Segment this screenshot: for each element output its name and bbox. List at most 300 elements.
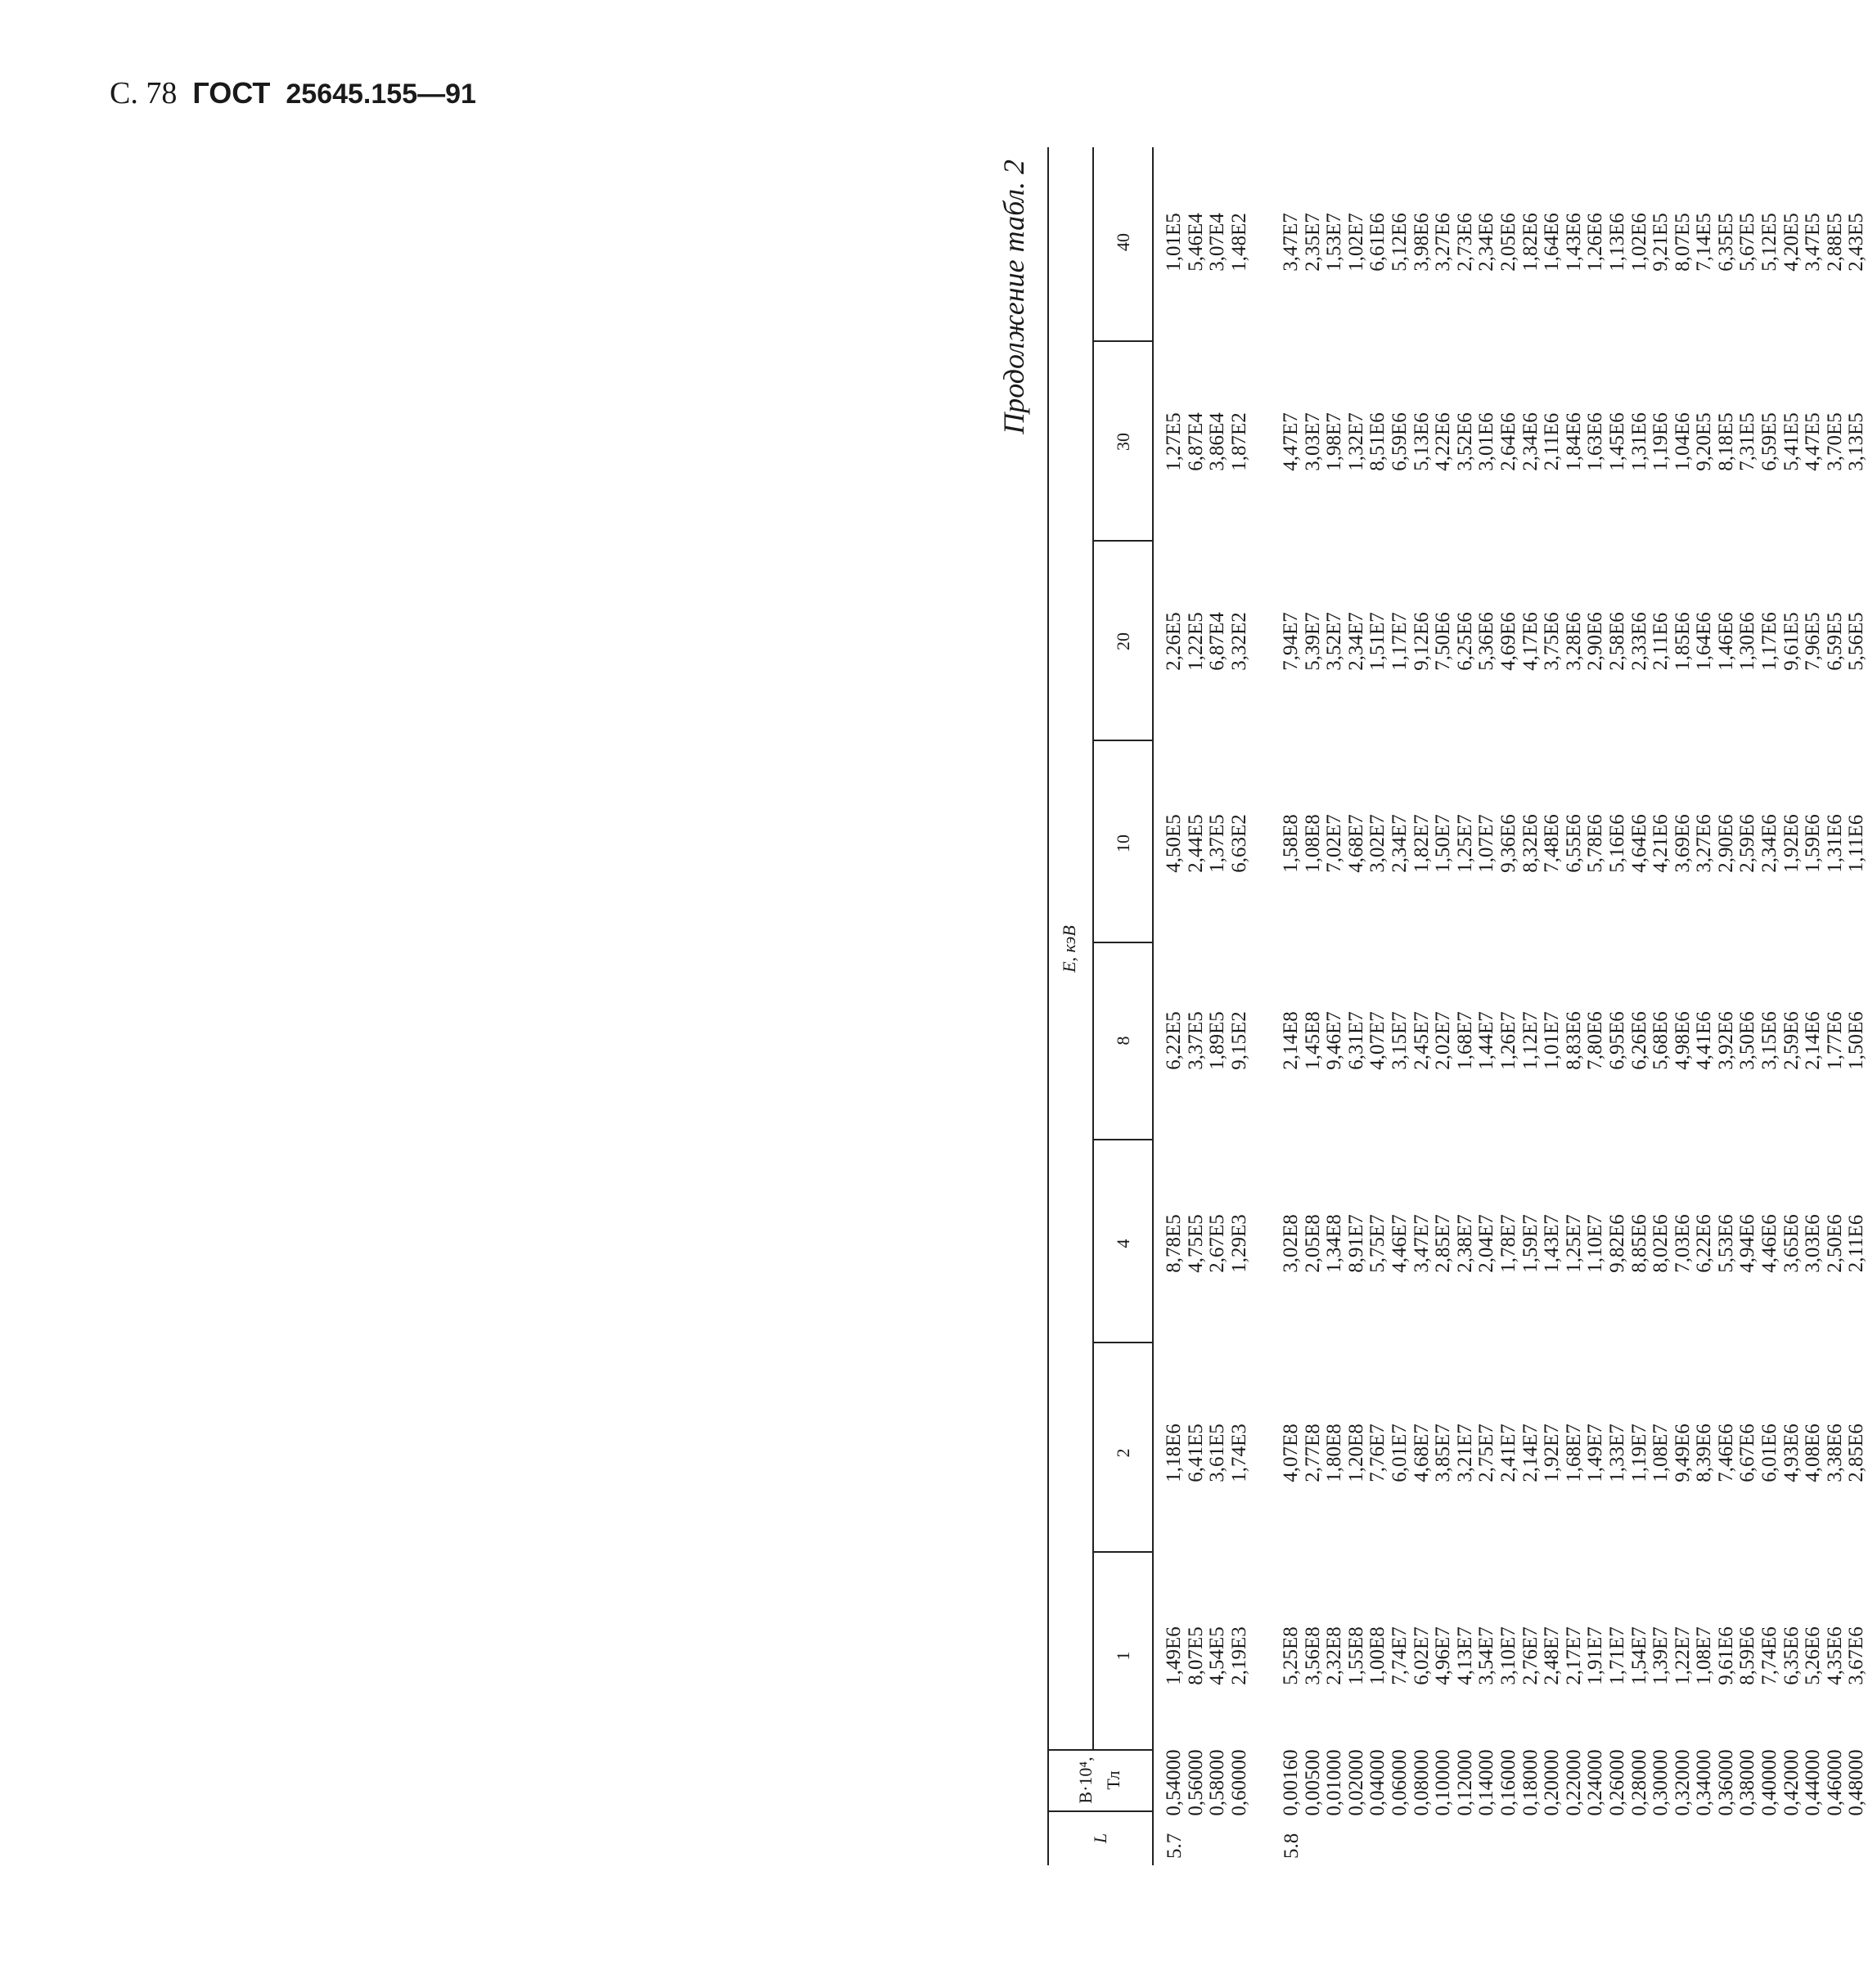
data-cell: 2,05E6 bbox=[1497, 213, 1519, 272]
data-cell: 2,34E6 bbox=[1519, 412, 1542, 471]
data-cell: 1,53E7 bbox=[1323, 213, 1346, 272]
data-cell: 9,20E5 bbox=[1693, 412, 1716, 471]
running-head bbox=[110, 75, 476, 111]
data-cell: 4,47E7 bbox=[1280, 412, 1302, 471]
data-cell: 9,21E5 bbox=[1650, 213, 1672, 272]
data-cell: 1,25E7 bbox=[1453, 814, 1476, 873]
data-cell: 7,50E6 bbox=[1432, 612, 1455, 671]
data-cell: 5,41E5 bbox=[1780, 412, 1803, 471]
data-cell: 3,98E6 bbox=[1410, 213, 1433, 272]
data-cell: 2,58E6 bbox=[1605, 612, 1628, 671]
B-value: 0,40000 bbox=[1758, 1749, 1781, 1816]
data-column bbox=[1164, 1561, 1250, 1751]
data-cell: 2,77E8 bbox=[1301, 1424, 1324, 1482]
data-cell: 1,92E7 bbox=[1541, 1424, 1564, 1482]
data-cell: 3,67E6 bbox=[1845, 1626, 1868, 1685]
column-divider bbox=[1092, 942, 1154, 943]
data-cell: 2,59E6 bbox=[1736, 814, 1759, 873]
data-cell: 3,86E4 bbox=[1206, 412, 1229, 471]
data-cell: 3,27E6 bbox=[1432, 213, 1455, 272]
data-cell: 1,58E8 bbox=[1280, 814, 1302, 873]
data-cell: 1,48E2 bbox=[1227, 213, 1250, 272]
data-cell: 8,39E6 bbox=[1693, 1424, 1716, 1482]
data-cell: 5,56E5 bbox=[1845, 612, 1868, 671]
data-cell: 1,26E7 bbox=[1497, 1011, 1519, 1070]
data-cell: 4,41E6 bbox=[1693, 1011, 1716, 1070]
data-cell: 2,33E6 bbox=[1627, 612, 1650, 671]
data-cell: 1,45E8 bbox=[1301, 1011, 1324, 1070]
data-cell: 3,47E5 bbox=[1802, 213, 1825, 272]
data-column bbox=[1164, 147, 1250, 337]
data-cell: 1,71E7 bbox=[1605, 1626, 1628, 1685]
data-cell: 6,41E5 bbox=[1184, 1424, 1207, 1482]
data-cell: 3,21E7 bbox=[1453, 1424, 1476, 1482]
data-cell: 4,93E6 bbox=[1780, 1424, 1803, 1482]
data-cell: 6,59E5 bbox=[1758, 412, 1781, 471]
data-cell: 3,47E7 bbox=[1280, 213, 1302, 272]
data-cell: 5,75E7 bbox=[1366, 1214, 1389, 1273]
data-cell: 4,50E5 bbox=[1163, 814, 1185, 873]
data-cell: 5,12E5 bbox=[1758, 213, 1781, 272]
B-value: 0,14000 bbox=[1475, 1749, 1498, 1816]
data-cell: 1,13E6 bbox=[1605, 213, 1628, 272]
data-column bbox=[1281, 749, 1868, 938]
data-cell: 8,07E5 bbox=[1184, 1626, 1207, 1685]
data-cell: 1,82E7 bbox=[1410, 814, 1433, 873]
data-cell: 2,26E5 bbox=[1163, 612, 1185, 671]
header-energy-10: 10 bbox=[1113, 834, 1133, 852]
B-value: 0,18000 bbox=[1519, 1749, 1542, 1816]
data-cell: 2,44E5 bbox=[1184, 814, 1207, 873]
rotated-table-page bbox=[990, 147, 1868, 1865]
data-cell: 2,11E6 bbox=[1541, 412, 1564, 471]
data-cell: 3,52E6 bbox=[1453, 412, 1476, 471]
data-cell: 1,55E8 bbox=[1344, 1626, 1367, 1685]
data-cell: 2,75E7 bbox=[1475, 1424, 1498, 1482]
data-cell: 3,54E7 bbox=[1475, 1626, 1498, 1685]
data-cell: 4,46E7 bbox=[1388, 1214, 1411, 1273]
data-cell: 1,50E6 bbox=[1845, 1011, 1868, 1070]
B-value: 0,10000 bbox=[1432, 1749, 1455, 1816]
group-L-value: 5.7 bbox=[1164, 1833, 1186, 1859]
data-cell: 8,91E7 bbox=[1344, 1214, 1367, 1273]
B-value: 0,00160 bbox=[1280, 1749, 1302, 1816]
standard-label: ГОСТ bbox=[192, 76, 271, 110]
data-cell: 2,34E6 bbox=[1758, 814, 1781, 873]
data-cell: 5,16E6 bbox=[1605, 814, 1628, 873]
data-cell: 2,32E8 bbox=[1323, 1626, 1346, 1685]
B-value: 0,32000 bbox=[1671, 1749, 1694, 1816]
column-divider bbox=[1092, 340, 1154, 342]
data-cell: 6,67E6 bbox=[1736, 1424, 1759, 1482]
data-cell: 1,34E8 bbox=[1323, 1214, 1346, 1273]
data-column bbox=[1164, 1149, 1250, 1338]
data-cell: 1,10E7 bbox=[1584, 1214, 1607, 1273]
data-cell: 9,36E6 bbox=[1497, 814, 1519, 873]
data-cell: 8,78E5 bbox=[1163, 1214, 1185, 1273]
data-cell: 4,08E6 bbox=[1802, 1424, 1825, 1482]
data-cell: 1,64E6 bbox=[1541, 213, 1564, 272]
data-cell: 1,01E7 bbox=[1541, 1011, 1564, 1070]
header-bottom-rule bbox=[1152, 147, 1154, 1865]
data-cell: 7,94E7 bbox=[1280, 612, 1302, 671]
data-cell: 1,77E6 bbox=[1823, 1011, 1846, 1070]
data-cell: 1,68E7 bbox=[1453, 1011, 1476, 1070]
data-cell: 2,34E7 bbox=[1344, 612, 1367, 671]
data-cell: 1,02E6 bbox=[1627, 213, 1650, 272]
data-cell: 6,26E6 bbox=[1627, 1011, 1650, 1070]
data-cell: 1,30E6 bbox=[1736, 612, 1759, 671]
B-value: 0,34000 bbox=[1693, 1749, 1716, 1816]
data-column bbox=[1281, 946, 1868, 1136]
data-cell: 2,88E5 bbox=[1823, 213, 1846, 272]
data-cell: 3,69E6 bbox=[1671, 814, 1694, 873]
data-cell: 5,12E6 bbox=[1388, 213, 1411, 272]
data-cell: 1,45E6 bbox=[1605, 412, 1628, 471]
B-value: 0,26000 bbox=[1605, 1749, 1628, 1816]
data-cell: 3,02E8 bbox=[1280, 1214, 1302, 1273]
data-cell: 6,31E7 bbox=[1344, 1011, 1367, 1070]
data-cell: 1,84E6 bbox=[1562, 412, 1585, 471]
data-cell: 1,19E6 bbox=[1650, 412, 1672, 471]
header-energy-30: 30 bbox=[1113, 433, 1133, 451]
B-value: 0,01000 bbox=[1323, 1749, 1346, 1816]
data-cell: 1,92E6 bbox=[1780, 814, 1803, 873]
data-cell: 1,59E7 bbox=[1519, 1214, 1542, 1273]
data-cell: 9,12E6 bbox=[1410, 612, 1433, 671]
data-cell: 7,74E7 bbox=[1388, 1626, 1411, 1685]
data-cell: 3,52E7 bbox=[1323, 612, 1346, 671]
data-cell: 6,22E6 bbox=[1693, 1214, 1716, 1273]
data-cell: 2,34E6 bbox=[1475, 213, 1498, 272]
data-cell: 3,02E7 bbox=[1366, 814, 1389, 873]
data-cell: 7,02E7 bbox=[1323, 814, 1346, 873]
data-column bbox=[1164, 347, 1250, 537]
data-cell: 1,43E7 bbox=[1541, 1214, 1564, 1273]
data-cell: 6,55E6 bbox=[1562, 814, 1585, 873]
data-cell: 3,50E6 bbox=[1736, 1011, 1759, 1070]
data-cell: 2,38E7 bbox=[1453, 1214, 1476, 1273]
data-cell: 1,43E6 bbox=[1562, 213, 1585, 272]
data-cell: 1,00E8 bbox=[1366, 1626, 1389, 1685]
data-column bbox=[1281, 347, 1868, 537]
data-cell: 5,78E6 bbox=[1584, 814, 1607, 873]
data-cell: 5,67E5 bbox=[1736, 213, 1759, 272]
data-cell: 3,37E5 bbox=[1184, 1011, 1207, 1070]
data-cell: 1,59E6 bbox=[1802, 814, 1825, 873]
data-cell: 1,22E7 bbox=[1671, 1626, 1694, 1685]
data-cell: 1,02E7 bbox=[1344, 213, 1367, 272]
header-energy-2: 2 bbox=[1113, 1448, 1133, 1458]
data-cell: 3,47E7 bbox=[1410, 1214, 1433, 1273]
data-cell: 7,96E5 bbox=[1802, 612, 1825, 671]
data-cell: 2,35E7 bbox=[1301, 213, 1324, 272]
data-cell: 8,51E6 bbox=[1366, 412, 1389, 471]
data-cell: 3,75E6 bbox=[1541, 612, 1564, 671]
data-cell: 2,19E3 bbox=[1227, 1626, 1250, 1685]
data-cell: 1,25E7 bbox=[1562, 1214, 1585, 1273]
data-cell: 1,64E6 bbox=[1693, 612, 1716, 671]
data-cell: 2,50E6 bbox=[1823, 1214, 1846, 1273]
data-cell: 6,87E4 bbox=[1184, 412, 1207, 471]
data-cell: 2,14E7 bbox=[1519, 1424, 1542, 1482]
data-cell: 3,10E7 bbox=[1497, 1626, 1519, 1685]
data-cell: 3,28E6 bbox=[1562, 612, 1585, 671]
data-cell: 4,17E6 bbox=[1519, 612, 1542, 671]
column-divider bbox=[1092, 1342, 1154, 1343]
data-cell: 1,08E8 bbox=[1301, 814, 1324, 873]
data-cell: 6,95E6 bbox=[1605, 1011, 1628, 1070]
data-cell: 1,26E6 bbox=[1584, 213, 1607, 272]
data-cell: 1,29E3 bbox=[1227, 1214, 1250, 1273]
data-cell: 3,61E5 bbox=[1206, 1424, 1229, 1482]
data-cell: 2,11E6 bbox=[1650, 612, 1672, 671]
data-cell: 3,07E4 bbox=[1206, 213, 1229, 272]
data-cell: 1,12E7 bbox=[1519, 1011, 1542, 1070]
data-cell: 3,70E5 bbox=[1823, 412, 1846, 471]
data-cell: 6,01E6 bbox=[1758, 1424, 1781, 1482]
header-energy: E, кэВ bbox=[1059, 925, 1079, 973]
data-cell: 3,01E6 bbox=[1475, 412, 1498, 471]
B-value: 0,56000 bbox=[1184, 1749, 1207, 1816]
data-cell: 1,98E7 bbox=[1323, 412, 1346, 471]
data-cell: 7,46E6 bbox=[1714, 1424, 1737, 1482]
data-cell: 2,48E7 bbox=[1541, 1626, 1564, 1685]
data-cell: 8,32E6 bbox=[1519, 814, 1542, 873]
data-cell: 1,80E8 bbox=[1323, 1424, 1346, 1482]
data-cell: 7,31E5 bbox=[1736, 412, 1759, 471]
data-cell: 2,64E6 bbox=[1497, 412, 1519, 471]
data-cell: 6,25E6 bbox=[1453, 612, 1476, 671]
data-column bbox=[1164, 1358, 1250, 1548]
data-cell: 1,63E6 bbox=[1584, 412, 1607, 471]
data-cell: 1,39E7 bbox=[1650, 1626, 1672, 1685]
data-cell: 4,54E5 bbox=[1206, 1626, 1229, 1685]
B-value: 0,00500 bbox=[1301, 1749, 1324, 1816]
data-cell: 1,78E7 bbox=[1497, 1214, 1519, 1273]
column-divider bbox=[1092, 1551, 1154, 1553]
data-cell: 5,26E6 bbox=[1802, 1626, 1825, 1685]
data-cell: 1,50E7 bbox=[1432, 814, 1455, 873]
data-cell: 3,56E8 bbox=[1301, 1626, 1324, 1685]
column-divider bbox=[1092, 1139, 1154, 1140]
data-cell: 3,03E6 bbox=[1802, 1214, 1825, 1273]
data-cell: 4,75E5 bbox=[1184, 1214, 1207, 1273]
B-value: 0,46000 bbox=[1823, 1749, 1846, 1816]
data-cell: 2,04E7 bbox=[1475, 1214, 1498, 1273]
data-cell: 4,94E6 bbox=[1736, 1214, 1759, 1273]
B-value: 0,22000 bbox=[1562, 1749, 1585, 1816]
data-cell: 4,21E6 bbox=[1650, 814, 1672, 873]
page-number: 78 bbox=[146, 76, 178, 110]
data-cell: 2,90E6 bbox=[1714, 814, 1737, 873]
data-cell: 1,85E6 bbox=[1671, 612, 1694, 671]
data-cell: 9,46E7 bbox=[1323, 1011, 1346, 1070]
data-cell: 4,98E6 bbox=[1671, 1011, 1694, 1070]
header-energy-20: 20 bbox=[1113, 632, 1133, 650]
data-cell: 6,63E2 bbox=[1227, 814, 1250, 873]
group-L-value: 5.8 bbox=[1281, 1833, 1303, 1859]
data-cell: 1,74E3 bbox=[1227, 1424, 1250, 1482]
data-cell: 2,90E6 bbox=[1584, 612, 1607, 671]
data-cell: 1,54E7 bbox=[1627, 1626, 1650, 1685]
data-cell: 7,48E6 bbox=[1541, 814, 1564, 873]
data-column bbox=[1281, 1561, 1868, 1751]
data-cell: 8,85E6 bbox=[1627, 1214, 1650, 1273]
data-column bbox=[1281, 546, 1868, 736]
data-cell: 1,89E5 bbox=[1206, 1011, 1229, 1070]
data-cell: 1,37E5 bbox=[1206, 814, 1229, 873]
data-cell: 1,31E6 bbox=[1823, 814, 1846, 873]
header-energy-4: 4 bbox=[1113, 1239, 1133, 1248]
data-cell: 2,02E7 bbox=[1432, 1011, 1455, 1070]
data-column bbox=[1164, 749, 1250, 938]
data-cell: 5,13E6 bbox=[1410, 412, 1433, 471]
data-cell: 1,91E7 bbox=[1584, 1626, 1607, 1685]
data-cell: 3,38E6 bbox=[1823, 1424, 1846, 1482]
data-cell: 1,49E6 bbox=[1163, 1626, 1185, 1685]
data-cell: 6,01E7 bbox=[1388, 1424, 1411, 1482]
B-value: 0,06000 bbox=[1388, 1749, 1411, 1816]
data-cell: 1,19E7 bbox=[1627, 1424, 1650, 1482]
data-cell: 8,59E6 bbox=[1736, 1626, 1759, 1685]
data-cell: 2,34E7 bbox=[1388, 814, 1411, 873]
data-cell: 2,73E6 bbox=[1453, 213, 1476, 272]
data-cell: 4,68E7 bbox=[1410, 1424, 1433, 1482]
B-value: 0,42000 bbox=[1780, 1749, 1803, 1816]
data-cell: 9,15E2 bbox=[1227, 1011, 1250, 1070]
data-cell: 9,82E6 bbox=[1605, 1214, 1628, 1273]
data-cell: 2,43E5 bbox=[1845, 213, 1868, 272]
B-value: 0,38000 bbox=[1736, 1749, 1759, 1816]
data-cell: 7,74E6 bbox=[1758, 1626, 1781, 1685]
data-cell: 7,76E7 bbox=[1366, 1424, 1389, 1482]
header-energy-8: 8 bbox=[1113, 1036, 1133, 1046]
data-cell: 6,35E6 bbox=[1780, 1626, 1803, 1685]
header-energy-1: 1 bbox=[1113, 1651, 1133, 1661]
data-cell: 3,65E6 bbox=[1780, 1214, 1803, 1273]
data-cell: 1,31E6 bbox=[1627, 412, 1650, 471]
data-cell: 2,05E8 bbox=[1301, 1214, 1324, 1273]
data-cell: 4,35E6 bbox=[1823, 1626, 1846, 1685]
data-cell: 6,35E5 bbox=[1714, 213, 1737, 272]
data-cell: 1,11E6 bbox=[1845, 814, 1868, 873]
data-cell: 4,13E7 bbox=[1453, 1626, 1476, 1685]
data-cell: 1,07E7 bbox=[1475, 814, 1498, 873]
column-divider bbox=[1092, 540, 1154, 542]
header-L: L bbox=[1090, 1833, 1110, 1844]
header-divider-L bbox=[1047, 1810, 1154, 1812]
data-cell: 5,46E4 bbox=[1184, 213, 1207, 272]
B-value: 0,58000 bbox=[1206, 1749, 1229, 1816]
data-cell: 8,02E6 bbox=[1650, 1214, 1672, 1273]
data-cell: 1,82E6 bbox=[1519, 213, 1542, 272]
data-cell: 1,27E5 bbox=[1163, 412, 1185, 471]
data-cell: 1,17E6 bbox=[1758, 612, 1781, 671]
data-cell: 2,17E7 bbox=[1562, 1626, 1585, 1685]
data-cell: 4,96E7 bbox=[1432, 1626, 1455, 1685]
data-column bbox=[1164, 546, 1250, 736]
table-caption: Продолжение табл. 2 bbox=[997, 160, 1030, 434]
data-cell: 2,76E7 bbox=[1519, 1626, 1542, 1685]
data-cell: 2,14E8 bbox=[1280, 1011, 1302, 1070]
data-cell: 7,14E5 bbox=[1693, 213, 1716, 272]
data-cell: 5,68E6 bbox=[1650, 1011, 1672, 1070]
data-cell: 5,25E8 bbox=[1280, 1626, 1302, 1685]
data-cell: 8,83E6 bbox=[1562, 1011, 1585, 1070]
data-cell: 7,03E6 bbox=[1671, 1214, 1694, 1273]
data-cell: 1,20E8 bbox=[1344, 1424, 1367, 1482]
data-cell: 8,18E5 bbox=[1714, 412, 1737, 471]
data-cell: 1,51E7 bbox=[1366, 612, 1389, 671]
data-cell: 1,46E6 bbox=[1714, 612, 1737, 671]
B-value: 0,44000 bbox=[1802, 1749, 1825, 1816]
data-cell: 6,61E6 bbox=[1366, 213, 1389, 272]
data-cell: 3,03E7 bbox=[1301, 412, 1324, 471]
data-cell: 3,32E2 bbox=[1227, 612, 1250, 671]
B-value: 0,02000 bbox=[1344, 1749, 1367, 1816]
data-cell: 6,02E7 bbox=[1410, 1626, 1433, 1685]
data-cell: 3,27E6 bbox=[1693, 814, 1716, 873]
data-cell: 6,22E5 bbox=[1163, 1011, 1185, 1070]
standard-number: 25645.155—91 bbox=[286, 79, 476, 110]
B-value: 0,60000 bbox=[1227, 1749, 1250, 1816]
B-value: 0,12000 bbox=[1453, 1749, 1476, 1816]
data-cell: 4,47E5 bbox=[1802, 412, 1825, 471]
data-cell: 4,22E6 bbox=[1432, 412, 1455, 471]
column-divider bbox=[1092, 740, 1154, 741]
B-value: 0,54000 bbox=[1163, 1749, 1185, 1816]
data-cell: 1,33E7 bbox=[1605, 1424, 1628, 1482]
energy-subheader-rule bbox=[1092, 147, 1094, 1751]
data-cell: 3,92E6 bbox=[1714, 1011, 1737, 1070]
B-value: 0,20000 bbox=[1541, 1749, 1564, 1816]
data-cell: 8,07E5 bbox=[1671, 213, 1694, 272]
data-column bbox=[1281, 147, 1868, 337]
data-cell: 4,46E6 bbox=[1758, 1214, 1781, 1273]
data-cell: 3,15E6 bbox=[1758, 1011, 1781, 1070]
data-cell: 1,08E7 bbox=[1650, 1424, 1672, 1482]
data-cell: 1,68E7 bbox=[1562, 1424, 1585, 1482]
data-cell: 6,59E6 bbox=[1388, 412, 1411, 471]
data-cell: 4,07E8 bbox=[1280, 1424, 1302, 1482]
data-cell: 5,53E6 bbox=[1714, 1214, 1737, 1273]
data-cell: 4,68E7 bbox=[1344, 814, 1367, 873]
data-cell: 1,04E6 bbox=[1671, 412, 1694, 471]
data-cell: 2,45E7 bbox=[1410, 1011, 1433, 1070]
header-B-unit: Тл bbox=[1103, 1770, 1123, 1790]
data-column bbox=[1281, 1358, 1868, 1548]
data-cell: 4,69E6 bbox=[1497, 612, 1519, 671]
data-cell: 4,20E5 bbox=[1780, 213, 1803, 272]
B-value: 0,04000 bbox=[1366, 1749, 1389, 1816]
data-cell: 5,39E7 bbox=[1301, 612, 1324, 671]
data-cell: 1,32E7 bbox=[1344, 412, 1367, 471]
data-cell: 4,64E6 bbox=[1627, 814, 1650, 873]
data-cell: 2,41E7 bbox=[1497, 1424, 1519, 1482]
B-value: 0,30000 bbox=[1650, 1749, 1672, 1816]
data-cell: 1,17E7 bbox=[1388, 612, 1411, 671]
data-cell: 7,80E6 bbox=[1584, 1011, 1607, 1070]
data-cell: 2,11E6 bbox=[1845, 1214, 1868, 1273]
data-cell: 9,61E6 bbox=[1714, 1626, 1737, 1685]
data-cell: 1,08E7 bbox=[1693, 1626, 1716, 1685]
data-cell: 3,85E7 bbox=[1432, 1424, 1455, 1482]
data-cell: 3,13E5 bbox=[1845, 412, 1868, 471]
B-value: 0,48000 bbox=[1845, 1749, 1868, 1816]
data-cell: 1,01E5 bbox=[1163, 213, 1185, 272]
data-cell: 6,59E5 bbox=[1823, 612, 1846, 671]
